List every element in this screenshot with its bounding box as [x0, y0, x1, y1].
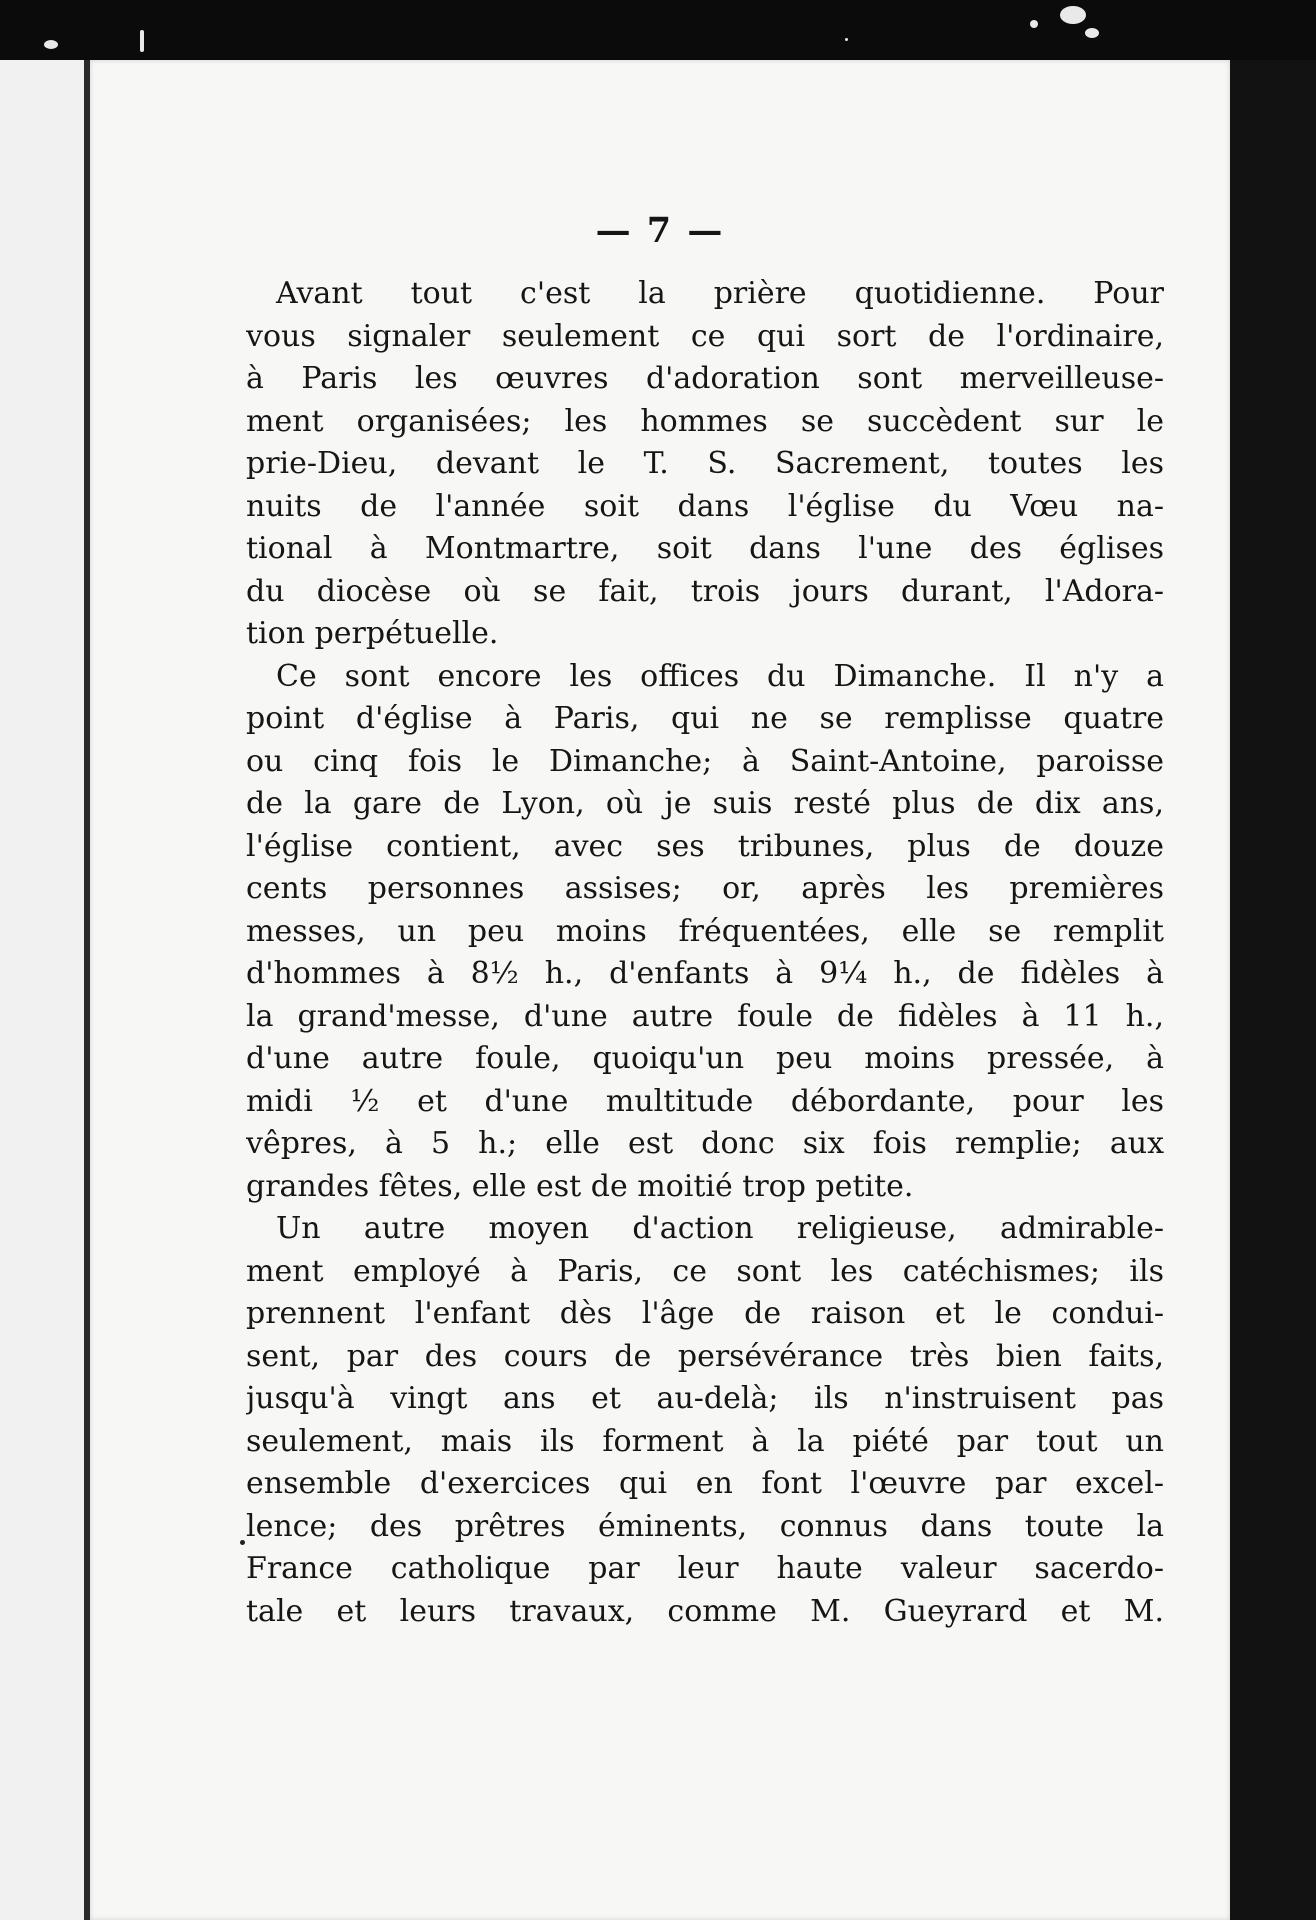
text-line: Un autre moyen d'action religieuse, admirable- [276, 1211, 1164, 1246]
text-line: à Paris les œuvres d'adoration sont merveilleuse- [246, 361, 1164, 396]
text-line: midi ½ et d'une multitude débordante, pour les [246, 1083, 1164, 1119]
document-page [90, 60, 1230, 1920]
text-line: tion perpétuelle. [246, 616, 499, 651]
body-text [246, 273, 1164, 1633]
text-line: ment employé à Paris, ce sont les catéchismes; ils [246, 1253, 1164, 1289]
text-line: grandes fêtes, elle est de moitié trop petite. [246, 1168, 914, 1204]
text-line: du diocèse où se fait, trois jours durant, l'Adora- [246, 573, 1164, 609]
text-line: lence; des prêtres éminents, connus dans toute la [246, 1508, 1164, 1544]
text-line: messes, un peu moins fréquentées, elle se remplit [246, 913, 1164, 949]
text-line: seulement, mais ils forment à la piété par tout un [246, 1423, 1164, 1459]
margin-dot [240, 1540, 245, 1545]
text-line: d'une autre foule, quoiqu'un peu moins pressée, à [246, 1041, 1164, 1076]
film-speck [140, 30, 144, 52]
text-line: d'hommes à 8½ h., d'enfants à 9¼ h., de fidèles à [246, 956, 1164, 991]
text-line: tale et leurs travaux, comme M. Gueyrard et M. [246, 1593, 1164, 1629]
text-line: vêpres, à 5 h.; elle est donc six fois remplie; aux [246, 1126, 1164, 1161]
page-number: — 7 — [595, 210, 725, 251]
film-speck [1085, 28, 1099, 38]
text-line: prennent l'enfant dès l'âge de raison et le condui- [246, 1296, 1164, 1331]
text-line: cents personnes assises; or, après les premières [246, 871, 1164, 906]
film-speck [1060, 6, 1086, 24]
text-line: ment organisées; les hommes se succèdent sur le [246, 403, 1164, 439]
text-line: de la gare de Lyon, où je suis resté plus de dix ans, [246, 786, 1164, 821]
text-line: France catholique par leur haute valeur sacerdo- [246, 1551, 1164, 1586]
text-line: la grand'messe, d'une autre foule de fidèles à 11 h., [246, 998, 1164, 1034]
adjacent-page-sliver [0, 60, 88, 1920]
text-line: sent, par des cours de persévérance très bien faits, [246, 1338, 1164, 1374]
film-border-right [1230, 60, 1316, 1920]
film-speck [1030, 20, 1038, 28]
text-line: nuits de l'année soit dans l'église du Vœu na- [246, 488, 1164, 524]
text-line: Ce sont encore les offices du Dimanche. Il n'y a [276, 658, 1164, 694]
text-line: vous signaler seulement ce qui sort de l'ordinaire, [246, 318, 1164, 354]
film-speck [845, 38, 848, 41]
text-line: tional à Montmartre, soit dans l'une des églises [246, 531, 1164, 566]
text-line: point d'église à Paris, qui ne se remplisse quatre [246, 701, 1164, 736]
text-line: ou cinq fois le Dimanche; à Saint-Antoine, paroisse [246, 743, 1164, 779]
text-line: jusqu'à vingt ans et au-delà; ils n'instruisent pas [246, 1381, 1164, 1416]
text-line: prie-Dieu, devant le T. S. Sacrement, toutes les [246, 446, 1164, 481]
film-speck [44, 40, 58, 49]
text-line: ensemble d'exercices qui en font l'œuvre par excel- [246, 1466, 1164, 1501]
text-line: l'église contient, avec ses tribunes, plus de douze [246, 828, 1164, 864]
text-line: Avant tout c'est la prière quotidienne. Pour [276, 276, 1164, 311]
